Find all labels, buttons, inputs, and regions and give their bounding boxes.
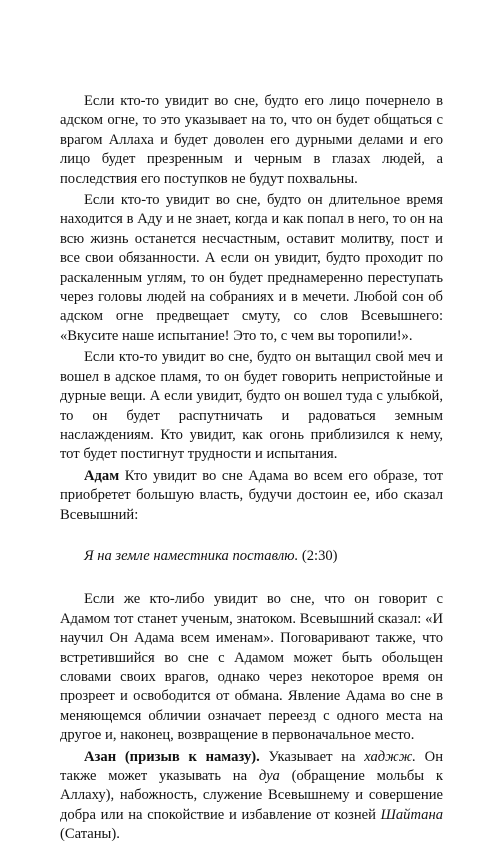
- entry-text-azan-a: Указывает на: [259, 748, 365, 765]
- term-dua: дуа: [258, 768, 280, 784]
- paragraph-in-hell: Если кто-то увидит во сне, будто он длительное время находится в Аду и не знает, когда и как попал в него, то он на всю жизнь останется несчастным, оставит молитву, пост и все свои обязанности. А если он увидит, будто проходит по раскаленным углям, то он будет преднамеренно переступать через головы людей на собраниях и в мечети. Любой сон об адском огне предвещает смуту, со слов Всевышнего: «Вкусите наше испытание! Это то, с чем вы торопили!».: [60, 192, 443, 344]
- entry-text-azan-c: (обращение мольбы к Аллаху), набожность, служение Всевышнему и совершение добра или на спокойствие и избавление от козней: [60, 768, 443, 823]
- entry-text-azan-d: (Сатаны).: [60, 826, 120, 843]
- term-shaitan: Шайтана: [380, 806, 443, 823]
- document-page: [60, 92, 443, 845]
- quote-text: Я на земле наместника поставлю.: [84, 547, 299, 564]
- entry-term-adam: Адам: [84, 467, 120, 484]
- paragraph-adam-speaks: Если же кто-либо увидит во сне, что он говорит с Адамом тот станет ученым, знатоком. Всевышний сказал: «И научил Он Адама всем именам». Поговаривают также, что встретившийся во сне с Адамом может быть обольщен словами своих врагов, однако через некоторое время он прозреет и освободится от обмана. Явление Адама во сне в меняющемся обличии означает переезд с одного места на другое и, наконец, возвращение в первоначальное место.: [60, 591, 443, 744]
- entry-term-azan: Азан (призыв к намазу).: [84, 748, 260, 765]
- quote-reference: (2:30): [298, 547, 338, 564]
- term-hajj: хаджж.: [364, 748, 416, 765]
- entry-text-azan-b: Он также может указывать на: [60, 748, 444, 784]
- quran-quote: [60, 547, 443, 566]
- paragraph-azan-entry: [60, 748, 443, 845]
- paragraph-dark-face: Если кто-то увидит во сне, будто его лицо почернело в адском огне, то это указывает на то, что он будет общаться с врагом Аллаха и будет доволен его дурными делами и его лицо будет презренным и черным в глазах людей, а последствия его поступков не будут похвальны.: [60, 93, 443, 187]
- paragraph-adam-entry: [60, 467, 443, 525]
- paragraph-sword: Если кто-то увидит во сне, будто он вытащил свой меч и вошел в адское пламя, то он будет говорить непристойные и дурные вещи. А если увидит, будто он вошел туда с улыбкой, то он будет распутничать и радоваться земным наслаждениям. Кто увидит, как огонь приблизился к нему, тот будет постигнут трудности и испытания.: [60, 349, 443, 463]
- entry-text-adam: Кто увидит во сне Адама во всем его образе, тот приобретет большую власть, будучи достоин ее, ибо сказал Всевышний:: [60, 467, 443, 523]
